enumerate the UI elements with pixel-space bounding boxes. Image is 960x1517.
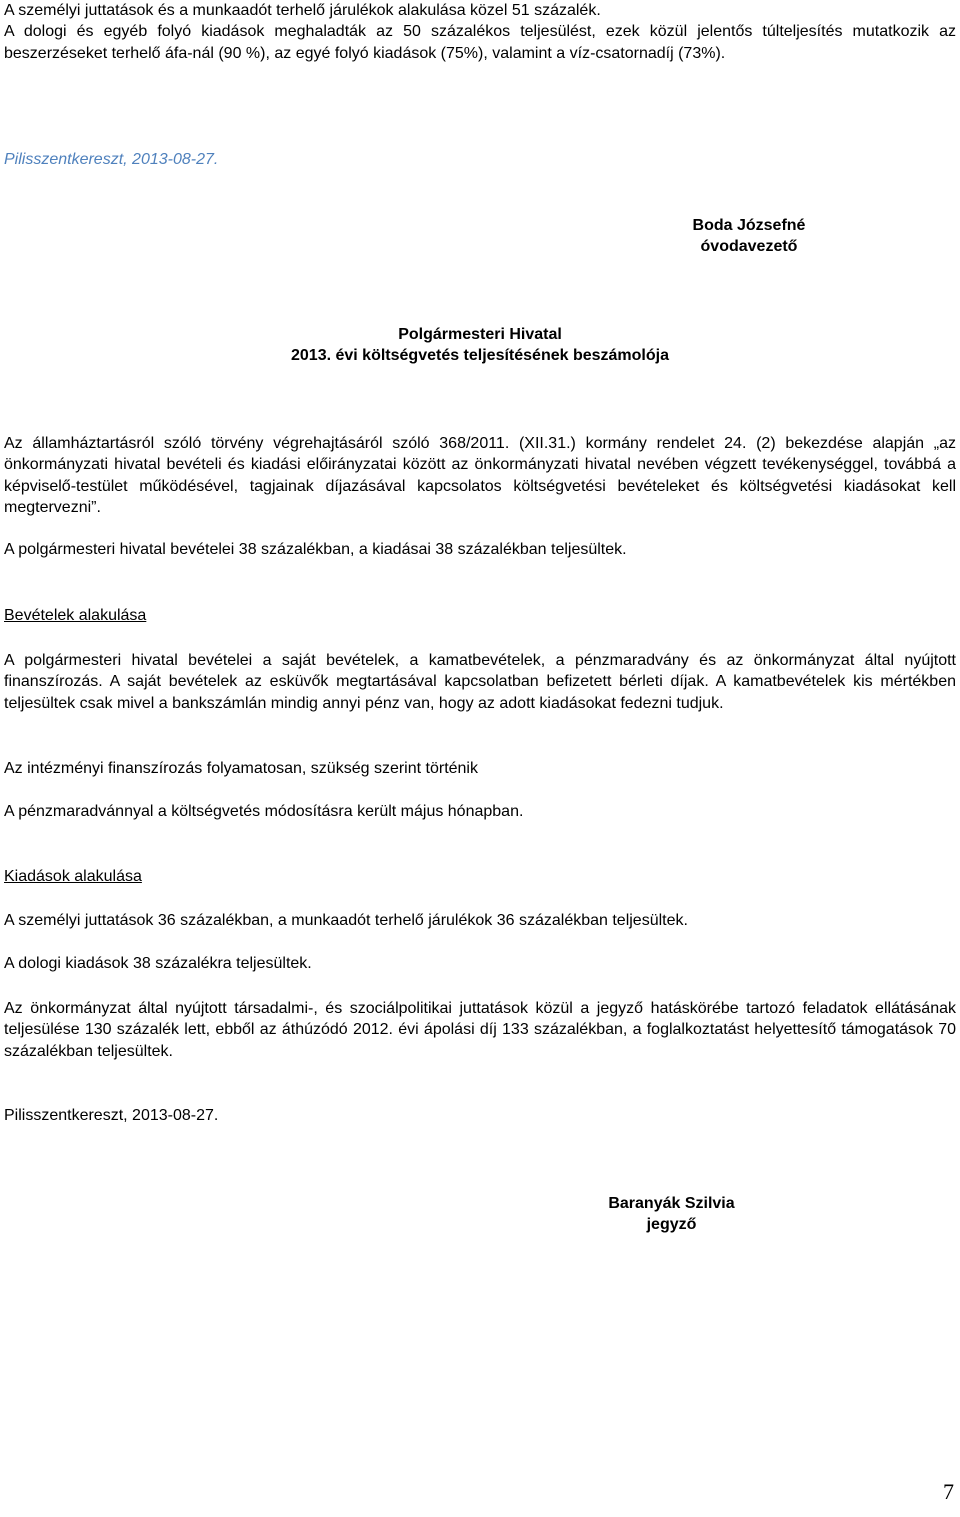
revenues-paragraph-2: Az intézményi finanszírozás folyamatosan, szükség szerint történik xyxy=(4,760,478,777)
revenues-paragraph-3: A pénzmaradvánnyal a költségvetés módosításra került május hónapban. xyxy=(4,803,524,820)
intro-paragraph xyxy=(4,433,956,518)
signature-title-2: jegyző xyxy=(646,1216,697,1234)
summary-paragraph: A polgármesteri hivatal bevételei 38 százalékban, a kiadásai 38 százalékban teljesültek. xyxy=(4,541,627,558)
signature-name: Boda Józsefné xyxy=(692,217,806,234)
signature-title: óvodavezető xyxy=(700,238,798,256)
revenues-heading: Bevételek alakulása xyxy=(4,607,147,624)
top-line: A személyi juttatások és a munkaadót terhelő járulékok alakulása közel 51 százalék. xyxy=(4,2,601,19)
intro-quote: „az önkormányzati hivatal bevételi és kiadási előirányzatai között az önkormányzati hivatal nevében végzett tevékenységgel, továbbá a képviselő-testület működésével, tagjainak díjazásával kapcsolatos költségvetési bevételeket és költségvetési kiadásokat kell megtervezni”. xyxy=(4,435,956,516)
revenues-paragraph: A polgármesteri hivatal bevételei a saját bevételek, a kamatbevételek, a pénzmaradvány és az önkormányzat által nyújtott finanszírozás. A saját bevételek az esküvők megtartásával kapcsolatban befizetett bérleti díjak. A kamatbevételek kis mértékben teljesültek csak mivel a bankszámlán mindig annyi pénz van, hogy az adott kiadásokat fedezni tudjuk. xyxy=(4,652,956,712)
section-title xyxy=(4,324,956,367)
page-number: 7 xyxy=(943,1479,954,1504)
intro-text: Az államháztartásról szóló törvény végrehajtásáról szóló 368/2011. (XII.31.) kormány rendelet 24. (2) bekezdése alapján xyxy=(4,435,934,452)
signature-block-2 xyxy=(544,1193,799,1236)
expenses-paragraph-2: A dologi kiadások 38 százalékra teljesültek. xyxy=(4,955,312,972)
signature-name-2: Baranyák Szilvia xyxy=(608,1195,735,1212)
expenses-paragraph-1: A személyi juttatások 36 százalékban, a munkaadót terhelő járulékok 36 százalékban teljesültek. xyxy=(4,912,688,929)
expenses-heading: Kiadások alakulása xyxy=(4,868,142,885)
place-date-2: Pilisszentkereszt, 2013-08-27. xyxy=(4,1107,219,1124)
section-title-line1: Polgármesteri Hivatal xyxy=(398,326,562,343)
place-date: Pilisszentkereszt, 2013-08-27. xyxy=(4,151,219,168)
top-block xyxy=(4,0,956,64)
top-paragraph: A dologi és egyéb folyó kiadások meghaladták az 50 százalékos teljesülést, ezek közül jelentős túlteljesítés mutatkozik az beszerzéseket terhelő áfa-nál (90 %), az egyé folyó kiadások (75%), valamint a víz-csatornadíj (73%). xyxy=(4,23,956,62)
section-title-line2: 2013. évi költségvetés teljesítésének beszámolója xyxy=(291,347,669,365)
expenses-paragraph-3: Az önkormányzat által nyújtott társadalmi-, és szociálpolitikai juttatások közül a jegyző hatáskörébe tartozó feladatok ellátásának teljesülése 130 százalék lett, ebből az áthúzódó 2012. évi ápolási díj 133 százalékban, a foglalkoztatást helyettesítő támogatások 70 százalékban teljesültek. xyxy=(4,1000,956,1060)
signature-block xyxy=(604,215,894,258)
